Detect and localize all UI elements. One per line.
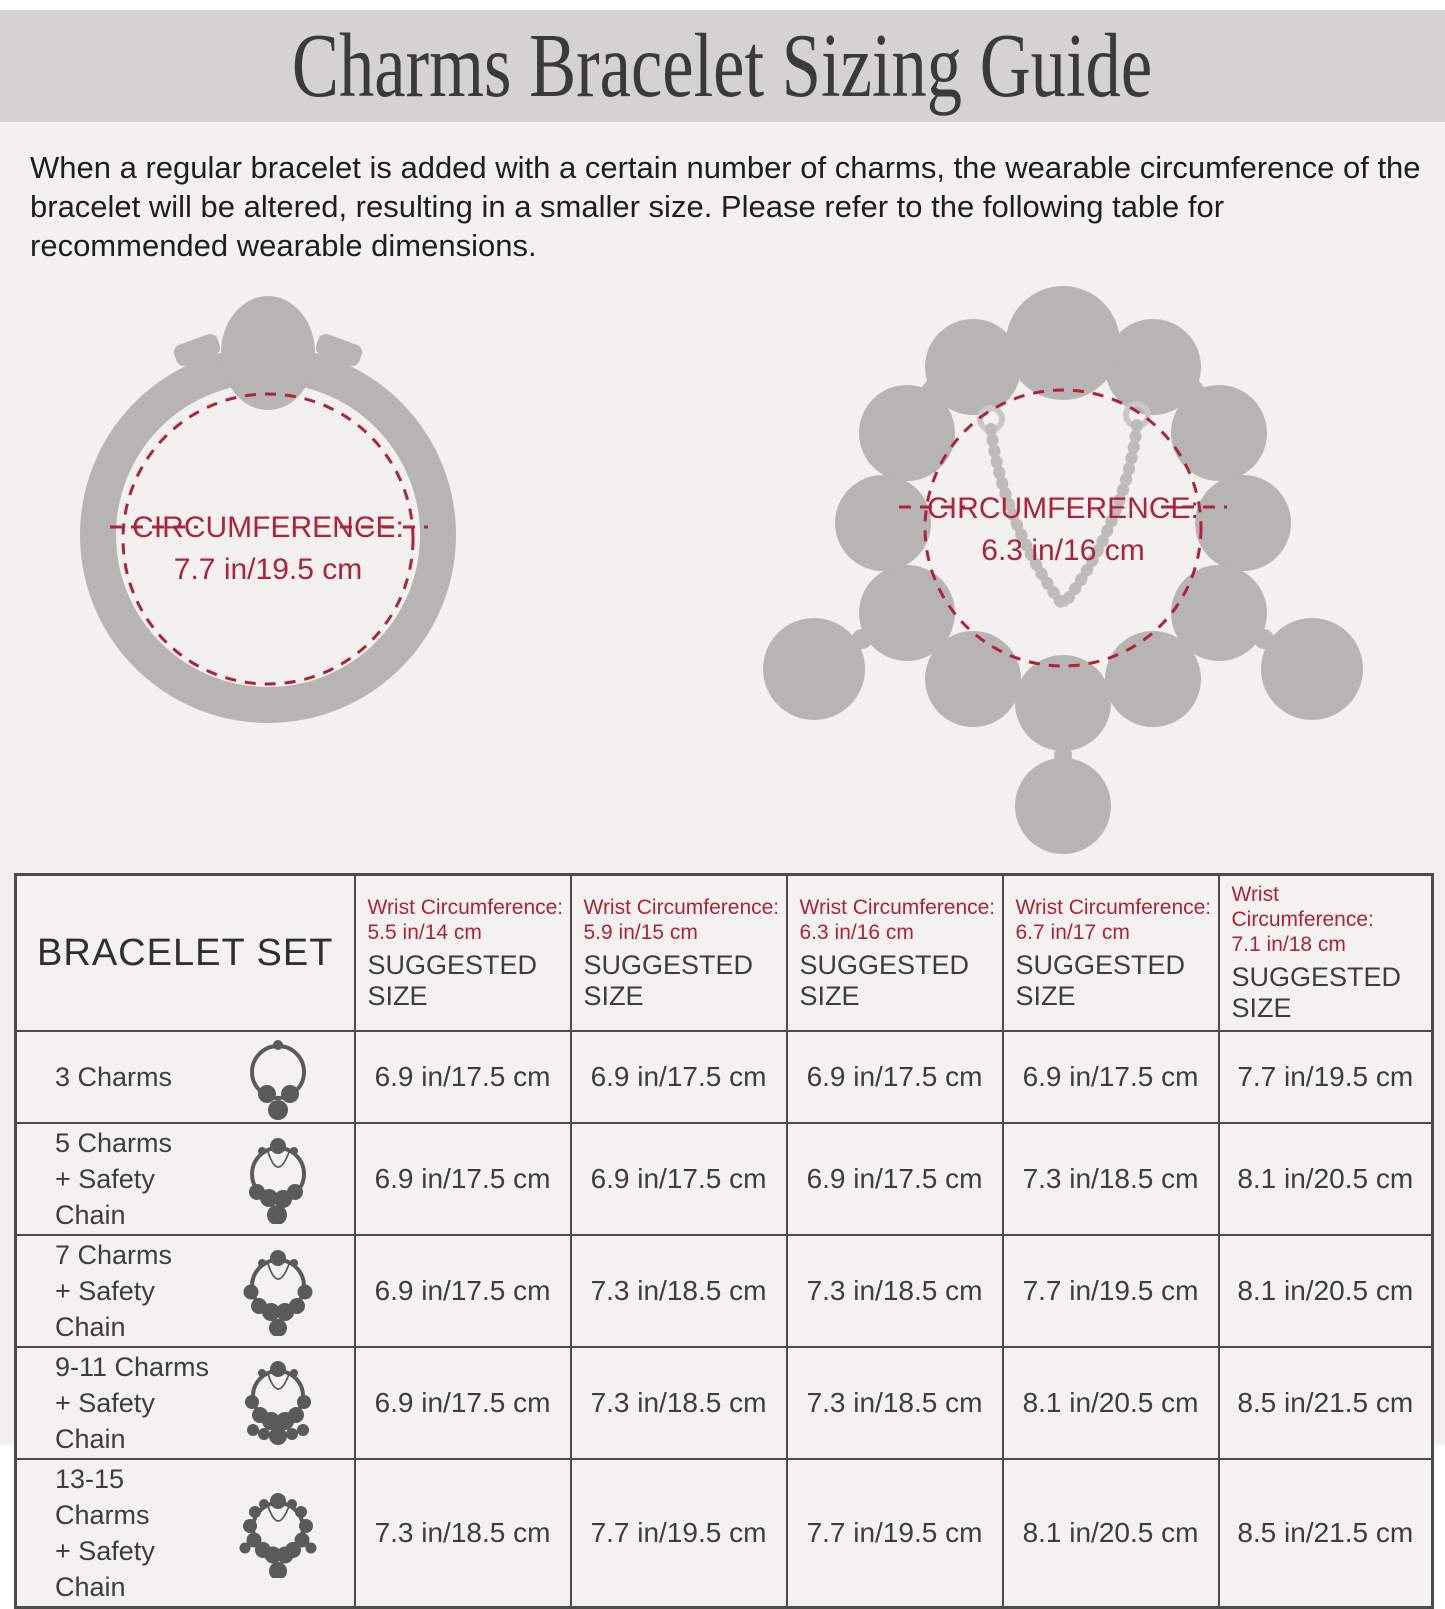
bracelet-9-11-charms-safety-chain-icon — [223, 1358, 333, 1448]
suggested-size-label: SUGGESTED SIZE — [799, 949, 970, 1011]
table-row — [16, 1459, 1433, 1608]
set-label-line2: + Safety Chain — [55, 1388, 155, 1454]
table-row — [16, 1123, 1433, 1235]
wrist-circumference-label: Wrist Circumference: — [1015, 895, 1212, 919]
size-cell: 6.9 in/17.5 cm — [571, 1031, 787, 1123]
size-cell: 8.1 in/20.5 cm — [1003, 1347, 1219, 1459]
size-cell: 8.1 in/20.5 cm — [1219, 1235, 1433, 1347]
circumference-value: 6.3 in/16 cm — [981, 534, 1145, 567]
bracelet-set-cell — [16, 1031, 355, 1123]
wrist-circumference-value: 6.7 in/17 cm — [1015, 920, 1130, 944]
intro-text: When a regular bracelet is added with a certain number of charms, the wearable circumference of the bracelet will be altered, resulting in a smaller size. Please refer to the following table for recommended wearable dimensions. — [30, 150, 1421, 263]
wrist-circumference-value: 5.5 in/14 cm — [367, 920, 482, 944]
bracelet-band — [98, 296, 438, 705]
bracelet-7-charms-safety-chain-icon — [223, 1246, 333, 1336]
size-cell: 8.5 in/21.5 cm — [1219, 1347, 1433, 1459]
size-cell: 6.9 in/17.5 cm — [1003, 1031, 1219, 1123]
suggested-size-label: SUGGESTED SIZE — [367, 949, 538, 1011]
column-header-5-9 — [571, 875, 787, 1032]
set-label-line2: + Safety Chain — [55, 1276, 155, 1342]
size-cell: 7.3 in/18.5 cm — [787, 1347, 1003, 1459]
circumference-label: CIRCUMFERENCE: — [927, 492, 1199, 525]
set-label-line2: + Safety Chain — [55, 1164, 155, 1230]
header-band — [0, 10, 1445, 122]
set-label: 7 Charms — [55, 1240, 173, 1270]
column-header-6-7 — [1003, 875, 1219, 1032]
circumference-value: 7.7 in/19.5 cm — [173, 553, 363, 586]
bracelet-set-cell — [16, 1347, 355, 1459]
size-cell: 8.1 in/20.5 cm — [1219, 1123, 1433, 1235]
suggested-size-label: SUGGESTED SIZE — [583, 949, 754, 1011]
column-header-7-1 — [1219, 875, 1433, 1032]
wrist-circumference-value: 7.1 in/18 cm — [1231, 933, 1346, 956]
size-cell: 7.3 in/18.5 cm — [787, 1235, 1003, 1347]
size-cell: 7.3 in/18.5 cm — [571, 1235, 787, 1347]
wrist-circumference-label: Wrist Circumference: — [799, 895, 996, 919]
bracelet-set-cell — [16, 1459, 355, 1608]
suggested-size-label: SUGGESTED SIZE — [1231, 962, 1402, 1023]
bracelet-set-cell — [16, 1123, 355, 1235]
wrist-circumference-value: 5.9 in/15 cm — [583, 920, 698, 944]
content-area — [0, 122, 1445, 1602]
suggested-size-label: SUGGESTED SIZE — [1015, 949, 1186, 1011]
page-title: Charms Bracelet Sizing Guide — [292, 15, 1153, 117]
bracelet-5-charms-safety-chain-icon — [223, 1134, 333, 1224]
table-header-row — [16, 875, 1433, 1032]
sizing-table — [14, 873, 1434, 1609]
set-label: 5 Charms — [55, 1128, 173, 1158]
size-cell: 6.9 in/17.5 cm — [787, 1123, 1003, 1235]
size-cell: 6.9 in/17.5 cm — [355, 1235, 571, 1347]
wrist-circumference-label: Wrist Circumference: — [1231, 883, 1374, 931]
circumference-label: CIRCUMFERENCE: — [132, 511, 404, 544]
wrist-circumference-label: Wrist Circumference: — [367, 895, 564, 919]
set-label-line2: + Safety Chain — [55, 1536, 155, 1602]
clasp-bead — [1006, 286, 1120, 400]
size-cell: 7.3 in/18.5 cm — [355, 1459, 571, 1608]
size-cell: 7.7 in/19.5 cm — [787, 1459, 1003, 1608]
table-row — [16, 1235, 1433, 1347]
size-cell: 6.9 in/17.5 cm — [571, 1123, 787, 1235]
size-cell: 7.7 in/19.5 cm — [1219, 1031, 1433, 1123]
bracelet-set-header: BRACELET SET — [16, 875, 355, 1032]
size-cell: 6.9 in/17.5 cm — [787, 1031, 1003, 1123]
size-cell: 7.7 in/19.5 cm — [1003, 1235, 1219, 1347]
set-label: 13-15 Charms — [55, 1464, 150, 1530]
size-cell: 8.5 in/21.5 cm — [1219, 1459, 1433, 1608]
wrist-circumference-value: 6.3 in/16 cm — [799, 920, 914, 944]
size-cell: 6.9 in/17.5 cm — [355, 1123, 571, 1235]
bracelet-3-charms-icon — [223, 1034, 333, 1120]
plain-bracelet-figure — [58, 287, 478, 757]
top-margin — [0, 0, 1445, 10]
size-cell: 7.7 in/19.5 cm — [571, 1459, 787, 1608]
charm-bracelet-figure — [733, 273, 1388, 858]
bracelet-set-cell — [16, 1235, 355, 1347]
bracelet-13-15-charms-safety-chain-icon — [223, 1488, 333, 1578]
figures — [0, 265, 1445, 865]
table-row — [16, 1347, 1433, 1459]
wrist-circumference-label: Wrist Circumference: — [583, 895, 780, 919]
set-label: 9-11 Charms — [55, 1352, 210, 1382]
table-row — [16, 1031, 1433, 1123]
size-cell: 6.9 in/17.5 cm — [355, 1031, 571, 1123]
set-label: 3 Charms — [55, 1062, 173, 1092]
column-header-5-5 — [355, 875, 571, 1032]
size-cell: 7.3 in/18.5 cm — [1003, 1123, 1219, 1235]
size-cell: 8.1 in/20.5 cm — [1003, 1459, 1219, 1608]
size-cell: 7.3 in/18.5 cm — [571, 1347, 787, 1459]
column-header-6-3 — [787, 875, 1003, 1032]
size-cell: 6.9 in/17.5 cm — [355, 1347, 571, 1459]
